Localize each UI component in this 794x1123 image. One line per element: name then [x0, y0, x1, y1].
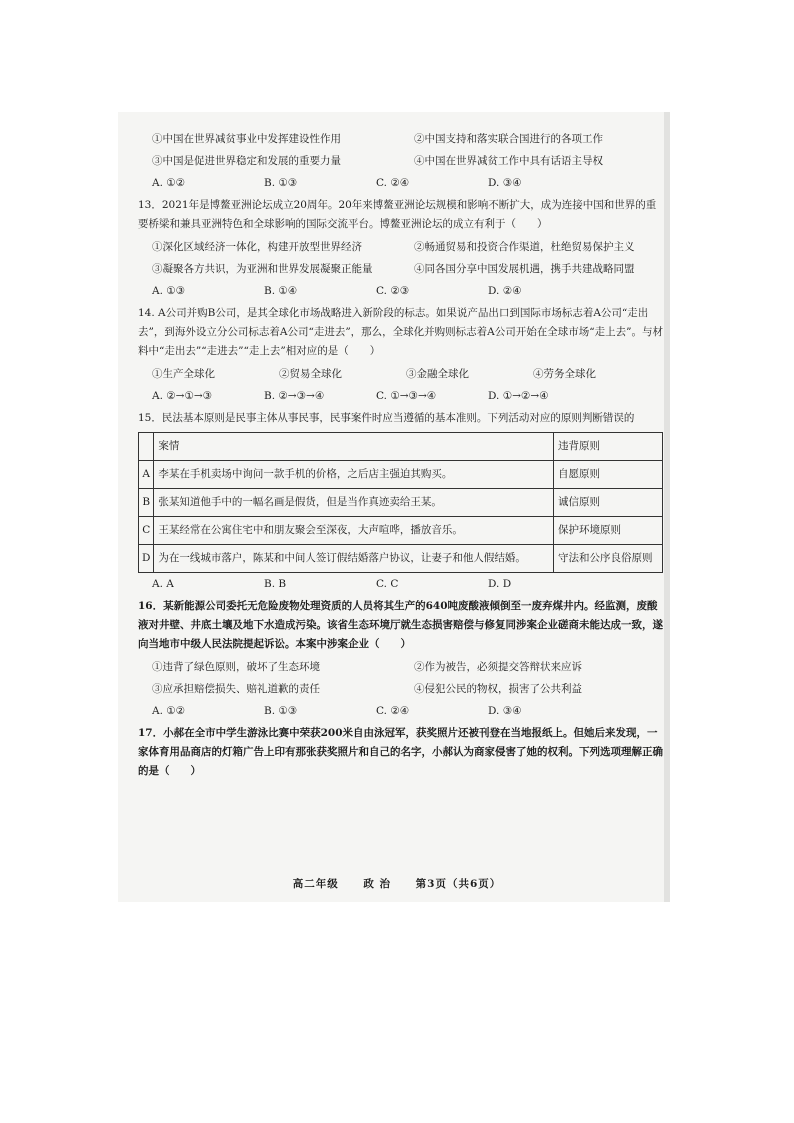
row-principle: 诚信原则 [554, 489, 663, 517]
q14-option-1: ①生产全球化 [152, 367, 215, 380]
row-letter: D [139, 545, 154, 573]
q16-option-4: ④侵犯公民的物权，损害了公共利益 [414, 682, 582, 695]
row-case: 李某在手机卖场中询问一款手机的价格，之后店主强迫其购买。 [154, 461, 554, 489]
q12-choice-d: D. ③④ [488, 176, 522, 189]
table-row [139, 517, 663, 545]
table-row [139, 545, 663, 573]
table-header-principle: 违背原则 [554, 433, 663, 461]
q14-choice-a: A. ②→①→③ [152, 389, 213, 402]
row-principle: 守法和公序良俗原则 [554, 545, 663, 573]
q15-case-table [138, 432, 663, 573]
q12-choice-a: A. ①② [152, 176, 186, 189]
q12-option-4: ④中国在世界减贫工作中具有话语主导权 [414, 154, 603, 167]
table-row [139, 489, 663, 517]
row-case: 王某经常在公寓住宅中和朋友聚会至深夜，大声喧哗，播放音乐。 [154, 517, 554, 545]
q16-choice-c: C. ②④ [376, 704, 410, 717]
row-letter: A [139, 461, 154, 489]
row-letter: C [139, 517, 154, 545]
exam-content [138, 128, 663, 783]
q12-choice-c: C. ②④ [376, 176, 410, 189]
q16-options-row-2 [138, 678, 663, 700]
q14-choice-b: B. ②→③→④ [264, 389, 325, 402]
q12-choice-b: B. ①③ [264, 176, 298, 189]
q14-choice-d: D. ①→②→④ [488, 389, 549, 402]
q14-option-4: ④劳务全球化 [533, 367, 596, 380]
q16-choices [138, 700, 663, 722]
q13-choice-d: D. ②④ [488, 284, 522, 297]
q14-option-2: ②贸易全球化 [279, 367, 342, 380]
q15-choice-d: D. D [488, 577, 512, 590]
q16-choice-b: B. ①③ [264, 704, 298, 717]
q13-choice-a: A. ①③ [152, 284, 186, 297]
q13-choice-c: C. ②③ [376, 284, 410, 297]
q15-choice-a: A. A [152, 577, 174, 590]
q15-stem: 15．民法基本原则是民事主体从事民事，民事案件时应当遵循的基本准则。下列活动对应的原则判断错误的 [138, 412, 635, 424]
q16-options-row-1 [138, 656, 663, 678]
q16-choice-a: A. ①② [152, 704, 186, 717]
q12-option-3: ③中国是促进世界稳定和发展的重要力量 [152, 154, 341, 167]
q15-choice-b: B. B [264, 577, 287, 590]
q16-choice-d: D. ③④ [488, 704, 522, 717]
q16-option-1: ①违背了绿色原则，破坏了生态环境 [152, 660, 320, 673]
q12-choices [138, 172, 663, 194]
q13-option-2: ②畅通贸易和投资合作渠道，杜绝贸易保护主义 [414, 240, 635, 253]
q13-option-1: ①深化区域经济一体化，构建开放型世界经济 [152, 240, 362, 253]
q13-option-3: ③凝聚各方共识，为亚洲和世界发展凝聚正能量 [152, 262, 373, 275]
row-letter: B [139, 489, 154, 517]
q13-options-row-2 [138, 258, 663, 280]
q13-choice-b: B. ①④ [264, 284, 298, 297]
q14-choice-c: C. ①→③→④ [376, 389, 437, 402]
q13-option-4: ④同各国分享中国发展机遇，携手共建战略同盟 [414, 262, 635, 275]
q13-stem: 13．2021年是博鳌亚洲论坛成立20周年。20年来博鳌亚洲论坛规模和影响不断扩大，成为连接中国和世界的重要桥梁和兼具亚洲特色和全球影响的国际交流平台。博鳌亚洲论坛的成立有利于（ ） [138, 199, 657, 230]
row-case: 张某知道他手中的一幅名画是假货，但是当作真迹卖给王某。 [154, 489, 554, 517]
row-case: 为在一线城市落户，陈某和中间人签订假结婚落户协议，让妻子和他人假结婚。 [154, 545, 554, 573]
q12-options-row-2 [138, 150, 663, 172]
table-header-case: 案情 [154, 433, 554, 461]
q16-stem: 16．某新能源公司委托无危险废物处理资质的人员将其生产的640吨废酸液倾倒至一废弃煤井内。经监测，废酸液对井壁、井底土壤及地下水造成污染。该省生态环境厅就生态损害赔偿与修复同涉案企业磋商未能达成一致，遂向当地市中级人民法院提起诉讼。本案中涉案企业（ ） [138, 600, 663, 650]
footer-page: 第3页（共6页） [415, 878, 502, 890]
q14-option-3: ③金融全球化 [406, 367, 469, 380]
q14-stem: 14. A公司并购B公司，是其全球化市场战略进入新阶段的标志。如果说产品出口到国际市场标志着A公司“走出去”，到海外设立分公司标志着A公司“走进去”，那么，全球化并购则标志着A公司开始在全球市场“走上去”。与材料中“走出去”“走进去”“走上去”相对应的是（ ） [138, 307, 664, 357]
q14-options [138, 363, 663, 385]
q16-option-2: ②作为被告，必须提交答辩状来应诉 [414, 660, 582, 673]
paper-edge-shadow [664, 112, 670, 902]
footer-grade: 高二年级 [292, 878, 339, 890]
row-principle: 保护环境原则 [554, 517, 663, 545]
q12-options-row-1 [138, 128, 663, 150]
row-principle: 自愿原则 [554, 461, 663, 489]
q12-option-2: ②中国支持和落实联合国进行的各项工作 [414, 132, 603, 145]
table-row [139, 461, 663, 489]
q15-choices [138, 573, 663, 595]
q12-option-1: ①中国在世界减贫事业中发挥建设性作用 [152, 132, 341, 145]
q13-choices [138, 280, 663, 302]
q14-choices [138, 385, 663, 407]
table-header-row [139, 433, 663, 461]
table-header-letter [139, 433, 154, 461]
page-footer [0, 876, 794, 891]
q17-stem: 17．小郝在全市中学生游泳比赛中荣获200米自由泳冠军，获奖照片还被刊登在当地报纸上。但她后来发现，一家体育用品商店的灯箱广告上印有那张获奖照片和自己的名字，小郝认为商家侵害了她的权利。下列选项理解正确的是（ ） [138, 727, 663, 777]
q15-choice-c: C. C [376, 577, 399, 590]
q16-option-3: ③应承担赔偿损失、赔礼道歉的责任 [152, 682, 320, 695]
footer-subject: 政 治 [363, 878, 392, 890]
q13-options-row-1 [138, 236, 663, 258]
